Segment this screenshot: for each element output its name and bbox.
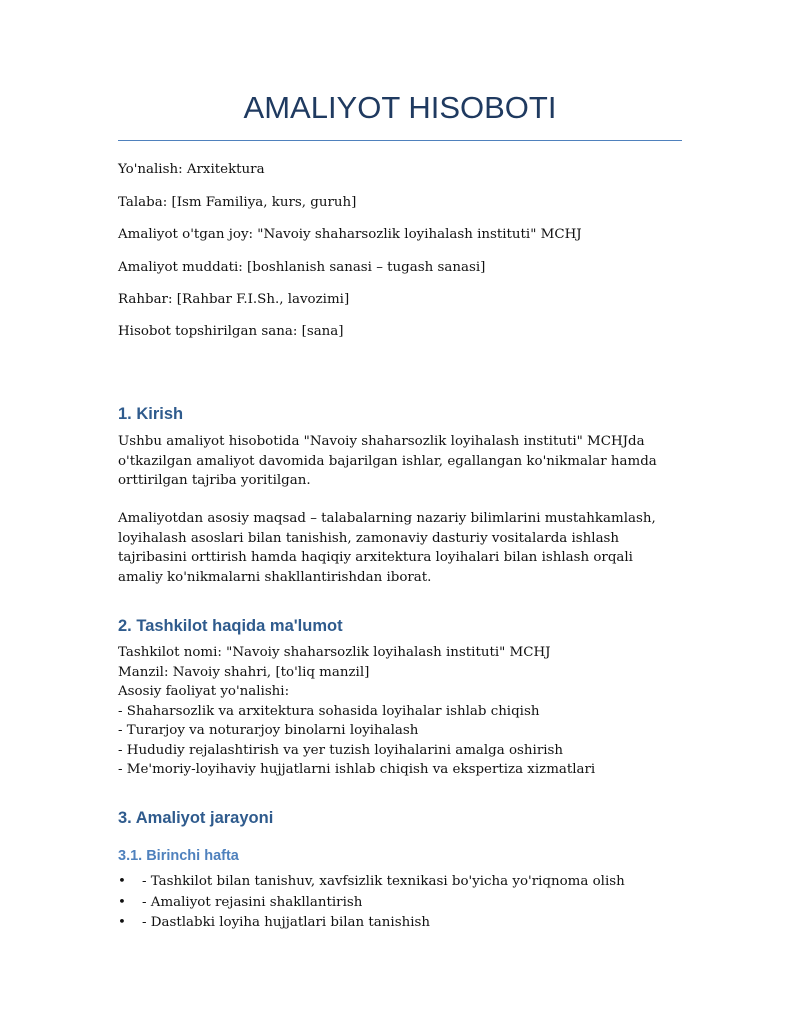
meta-student: Talaba: [Ism Familiya, kurs, guruh] [118,195,357,210]
org-activity-item: - Turarjoy va noturarjoy binolarni loyihalash [118,723,419,738]
list-item-text: - Dastlabki loyiha hujjatlari bilan tanishish [142,915,430,930]
meta-place: Amaliyot o'tgan joy: "Navoiy shaharsozlik loyihalash instituti" MCHJ [118,227,582,242]
list-item-text: - Amaliyot rejasini shakllantirish [142,894,363,910]
section-2-heading: 2. Tashkilot haqida ma'lumot [118,617,343,635]
org-activity-item: - Hududiy rejalashtirish va yer tuzish loyihalarini amalga oshirish [118,742,564,758]
list-item [118,872,688,893]
org-activity-label: Asosiy faoliyat yo'nalishi: [118,684,290,699]
meta-submission-date: Hisobot topshirilgan sana: [sana] [118,324,344,339]
section-1-paragraph-1: Ushbu amaliyot hisobotida "Navoiy shaharsozlik loyihalash instituti" MCHJda o'tkazilgan amaliyot davomida bajarilgan ishlar, egallangan ko'nikmalar hamda orttirilgan tajriba yoritilgan. [118,434,657,488]
meta-period: Amaliyot muddati: [boshlanish sanasi – tugash sanasi] [118,260,486,275]
document-title: AMALIYOT HISOBOTI [243,90,557,125]
org-activity-item: - Shaharsozlik va arxitektura sohasida loyihalar ishlab chiqish [118,703,540,719]
section-1-paragraph-2: Amaliyotdan asosiy maqsad – talabalarning nazariy bilimlarini mustahkamlash, loyihalash asoslari bilan tanishish, zamonaviy dasturiy vositalarda ishlash tajribasini orttirish hamda haqiqiy arxitektura loyihalari bilan ishlash orqali amaliy ko'nikmalarni shakllantirishdan iborat. [118,511,656,585]
org-name-line: Tashkilot nomi: "Navoiy shaharsozlik loyihalash instituti" MCHJ [118,645,551,660]
list-item [118,893,688,914]
meta-supervisor: Rahbar: [Rahbar F.I.Sh., lavozimi] [118,292,350,307]
bullet-icon: • [118,894,126,910]
list-item-text: - Tashkilot bilan tanishuv, xavfsizlik texnikasi bo'yicha yo'riqnoma olish [142,874,625,889]
title-underline [118,140,682,141]
section-1-heading: 1. Kirish [118,405,184,423]
subsection-3-1-heading: 3.1. Birinchi hafta [118,848,239,864]
meta-direction: Yo'nalish: Arxitektura [118,162,265,177]
section-3-heading: 3. Amaliyot jarayoni [118,809,274,827]
week-1-task-list [118,872,688,934]
section-2-organization-info [118,643,688,780]
list-item [118,913,688,934]
org-activity-item: - Me'moriy-loyihaviy hujjatlarni ishlab chiqish va ekspertiza xizmatlari [118,762,596,777]
bullet-icon: • [118,915,126,930]
bullet-icon: • [118,874,126,889]
org-address-line: Manzil: Navoiy shahri, [to'liq manzil] [118,664,370,680]
